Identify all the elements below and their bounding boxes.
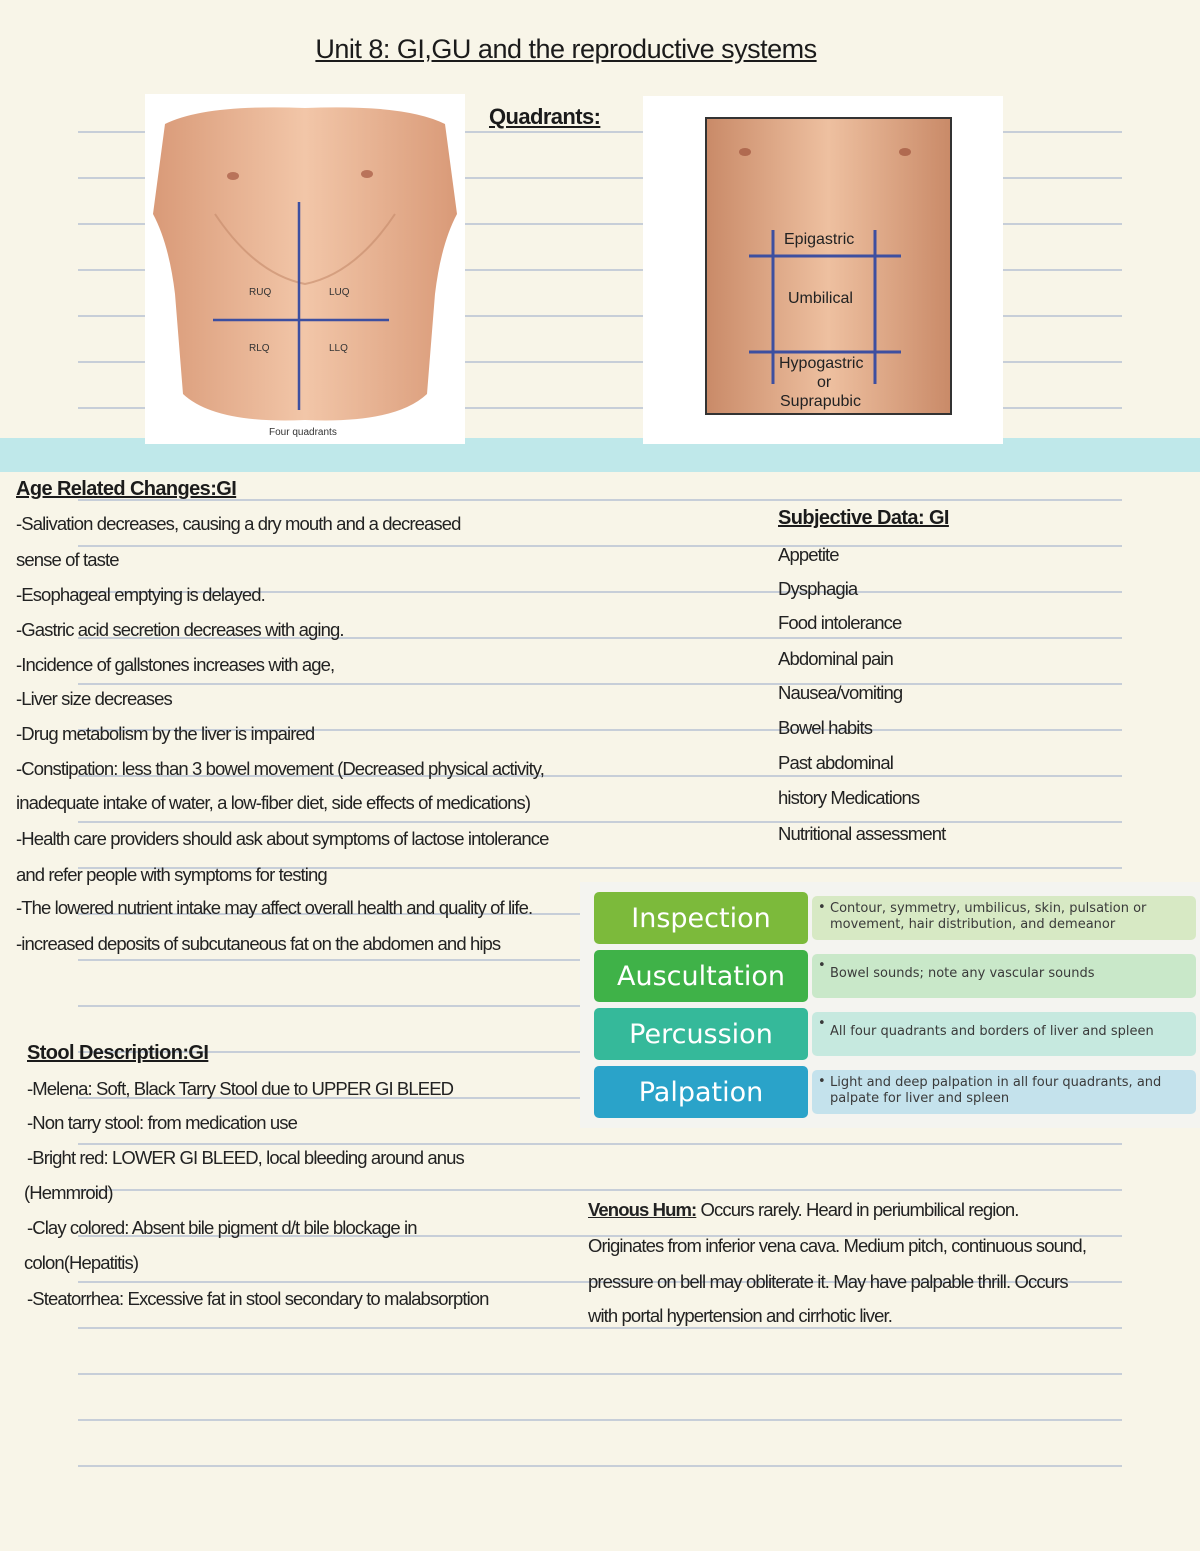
- list-item: colon(Hepatitis): [24, 1252, 139, 1273]
- list-item: -Gastric acid secretion decreases with aging.: [16, 619, 344, 640]
- rule-line: [78, 1327, 1122, 1329]
- rule-line: [78, 1465, 1122, 1467]
- list-item: -Non tarry stool: from medication use: [27, 1112, 298, 1133]
- venous-hum-line: Originates from inferior vena cava. Medium pitch, continuous sound,: [588, 1235, 1087, 1256]
- list-item: -Melena: Soft, Black Tarry Stool due to UPPER GI BLEED: [27, 1078, 454, 1099]
- age-related-heading: Age Related Changes:GI: [16, 478, 237, 500]
- list-item: -Incidence of gallstones increases with age,: [16, 654, 335, 675]
- llq-label: LLQ: [329, 343, 348, 354]
- percussion-label: Percussion: [594, 1008, 808, 1060]
- inspection-row: [594, 892, 1194, 944]
- venous-hum-line: with portal hypertension and cirrhotic liver.: [588, 1305, 892, 1326]
- list-item: and refer people with symptoms for testing: [16, 864, 327, 885]
- rlq-label: RLQ: [249, 343, 270, 354]
- rule-line: [78, 1419, 1122, 1421]
- venous-hum-label: Venous Hum:: [588, 1199, 697, 1220]
- venous-hum-first-line: [588, 1200, 1019, 1220]
- or-label: or: [817, 374, 832, 391]
- percussion-description: • All four quadrants and borders of liver and spleen: [812, 1012, 1196, 1056]
- suprapubic-label: Suprapubic: [780, 393, 861, 410]
- four-quadrants-figure: [145, 94, 465, 444]
- stool-heading: Stool Description:GI: [27, 1042, 209, 1064]
- list-item: -Health care providers should ask about symptoms of lactose intolerance: [16, 828, 549, 849]
- inspection-description: • Contour, symmetry, umbilicus, skin, pulsation or movement, hair distribution, and demeanor: [812, 896, 1196, 940]
- inspection-label: Inspection: [594, 892, 808, 944]
- auscultation-description: • Bowel sounds; note any vascular sounds: [812, 954, 1196, 998]
- rule-line: [78, 821, 1122, 823]
- list-item: -Clay colored: Absent bile pigment d/t bile blockage in: [27, 1217, 417, 1238]
- list-item: Abdominal pain: [778, 648, 893, 669]
- assessment-sequence-graphic: [580, 882, 1200, 1128]
- regions-illustration: [643, 96, 1003, 444]
- list-item: -Steatorrhea: Excessive fat in stool secondary to malabsorption: [27, 1288, 489, 1309]
- list-item: -The lowered nutrient intake may affect overall health and quality of life.: [16, 897, 533, 918]
- list-item: Past abdominal: [778, 752, 893, 773]
- hypogastric-label: Hypogastric: [779, 355, 864, 372]
- palpation-row: [594, 1066, 1194, 1118]
- rule-line: [78, 1189, 1122, 1191]
- list-item: Food intolerance: [778, 612, 902, 633]
- rule-line: [78, 683, 1122, 685]
- abdominal-regions-figure: [643, 96, 1003, 444]
- figure-caption: Four quadrants: [269, 427, 337, 438]
- list-item: -increased deposits of subcutaneous fat on the abdomen and hips: [16, 933, 501, 954]
- venous-hum-line: pressure on bell may obliterate it. May have palpable thrill. Occurs: [588, 1271, 1068, 1292]
- rule-line: [78, 545, 1122, 547]
- list-item: Nausea/vomiting: [778, 682, 903, 703]
- palpation-description: • Light and deep palpation in all four quadrants, and palpate for liver and spleen: [812, 1070, 1196, 1114]
- percussion-row: [594, 1008, 1194, 1060]
- ruq-label: RUQ: [249, 287, 272, 298]
- list-item: -Salivation decreases, causing a dry mouth and a decreased: [16, 513, 461, 534]
- list-item: -Bright red: LOWER GI BLEED, local bleeding around anus: [27, 1147, 464, 1168]
- auscultation-row: [594, 950, 1194, 1002]
- luq-label: LUQ: [329, 287, 350, 298]
- umbilical-label: Umbilical: [788, 290, 853, 307]
- list-item: Bowel habits: [778, 717, 873, 738]
- rule-line: [78, 1373, 1122, 1375]
- list-item: Dysphagia: [778, 578, 858, 599]
- list-item: -Drug metabolism by the liver is impaired: [16, 723, 315, 744]
- list-item: -Constipation: less than 3 bowel movement (Decreased physical activity,: [16, 758, 545, 779]
- list-item: Appetite: [778, 544, 839, 565]
- list-item: (Hemmroid): [24, 1182, 113, 1203]
- list-item: Nutritional assessment: [778, 823, 946, 844]
- list-item: -Esophageal emptying is delayed.: [16, 584, 265, 605]
- page-title: Unit 8: GI,GU and the reproductive systems: [315, 34, 817, 64]
- rule-line: [78, 1143, 1122, 1145]
- torso-illustration: [145, 94, 465, 444]
- list-item: inadequate intake of water, a low-fiber diet, side effects of medications): [16, 792, 531, 813]
- palpation-label: Palpation: [594, 1066, 808, 1118]
- epigastric-label: Epigastric: [784, 231, 855, 248]
- list-item: history Medications: [778, 787, 920, 808]
- list-item: -Liver size decreases: [16, 688, 172, 709]
- venous-hum-text: Occurs rarely. Heard in periumbilical region.: [696, 1199, 1019, 1220]
- subjective-heading: Subjective Data: GI: [778, 507, 949, 529]
- quadrants-heading: Quadrants:: [489, 104, 601, 129]
- list-item: sense of taste: [16, 549, 119, 570]
- auscultation-label: Auscultation: [594, 950, 808, 1002]
